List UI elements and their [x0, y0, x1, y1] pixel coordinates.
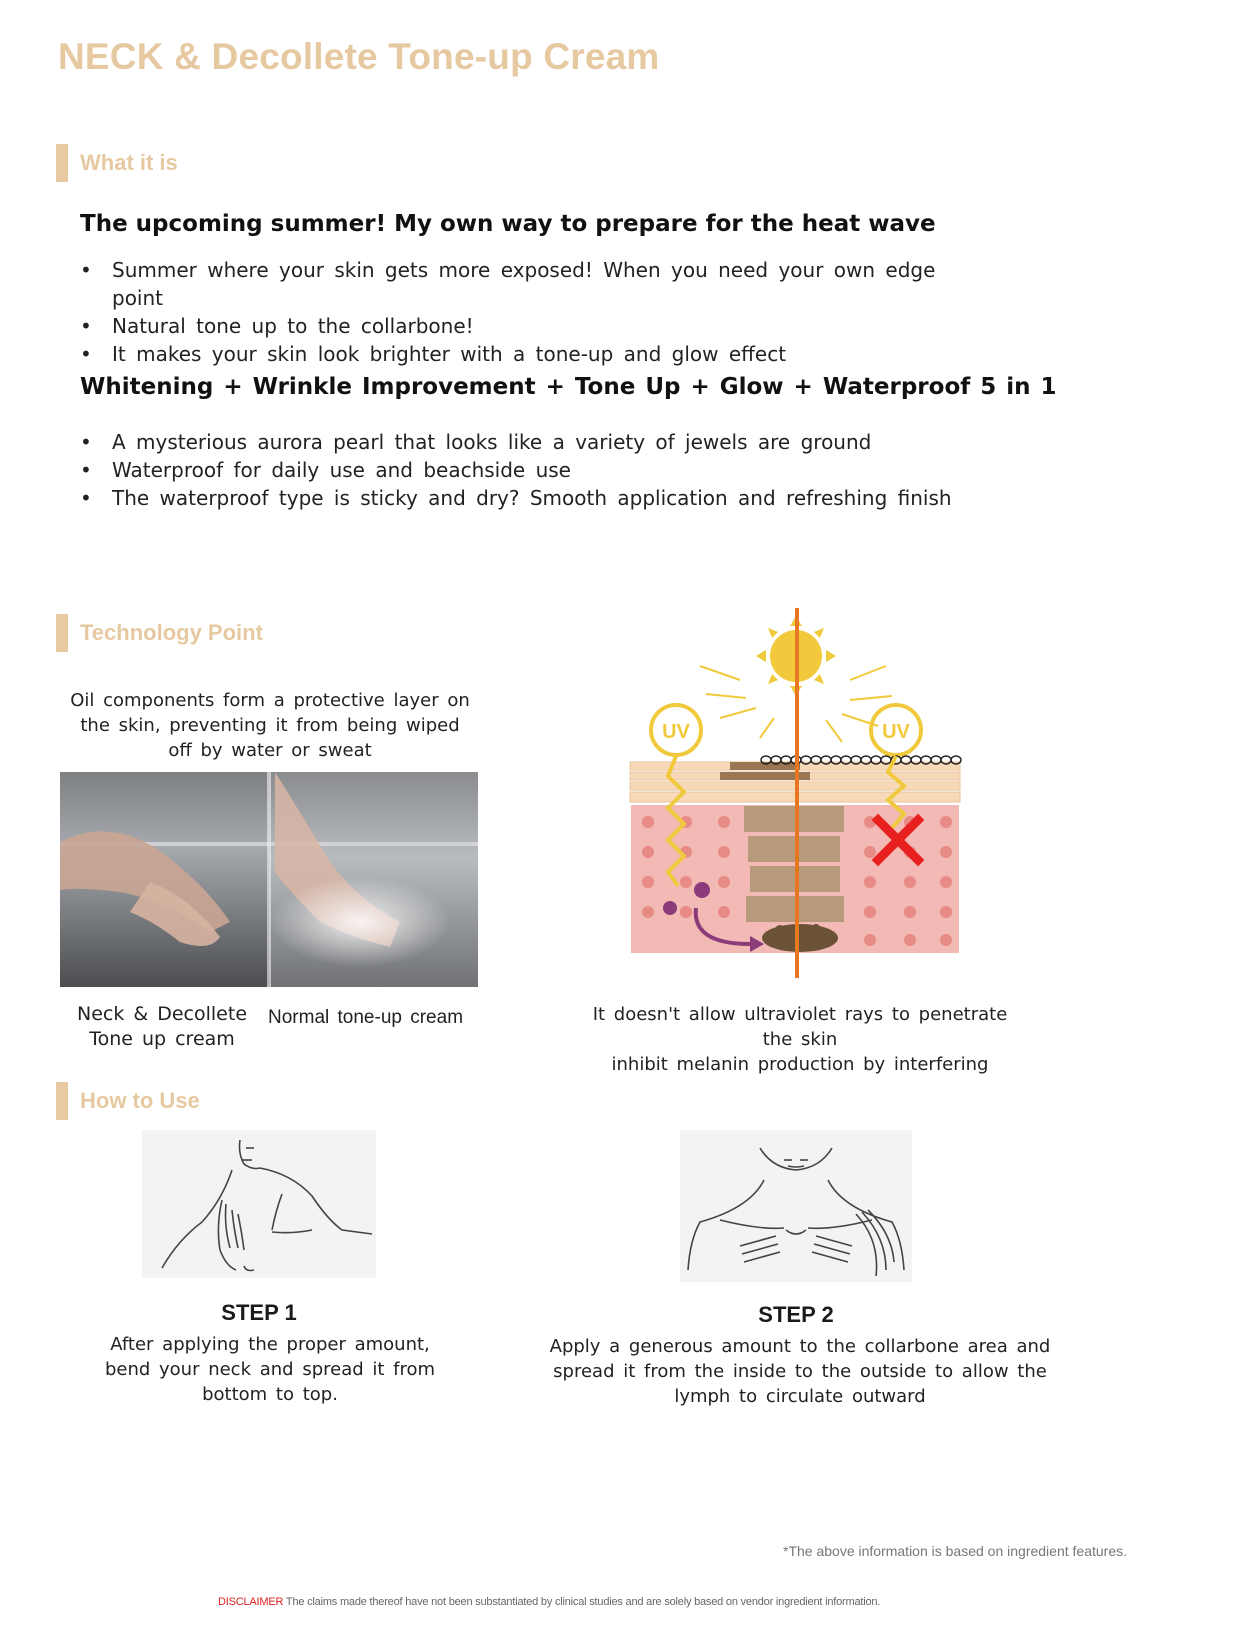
step1-title: STEP 1 — [221, 1300, 297, 1325]
photo-label-left — [72, 1002, 252, 1052]
uv-badge-right-icon — [871, 705, 921, 755]
technology-left-caption: Oil components form a protective layer on the skin, preventing it from being wiped off by water or sweat — [70, 690, 470, 761]
bullet-list-summer — [80, 256, 980, 368]
uv-skin-diagram — [620, 608, 980, 978]
section-title: How to Use — [80, 1088, 200, 1113]
list-item: • Waterproof for daily use and beachside use — [80, 456, 1080, 484]
footnote: *The above information is based on ingredient features. — [783, 1543, 1127, 1559]
list-item: • Summer where your skin gets more exposed! When you need your own edge point — [80, 256, 980, 312]
disclaimer-label: DISCLAIMER — [218, 1596, 284, 1608]
section-accent-bar — [56, 144, 68, 182]
list-item: • The waterproof type is sticky and dry? Smooth application and refreshing finish — [80, 484, 1080, 512]
step2-text: Apply a generous amount to the collarbone area and spread it from the inside to the outside to allow the lymph to circulate outward — [549, 1336, 1051, 1407]
list-item: • Natural tone up to the collarbone! — [80, 312, 980, 340]
step2-title: STEP 2 — [758, 1302, 834, 1327]
list-item: • It makes your skin look brighter with a tone-up and glow effect — [80, 340, 980, 368]
technology-right-caption — [580, 1002, 1020, 1077]
photo-label-right: Normal tone-up cream — [268, 1007, 464, 1028]
step1-text: After applying the proper amount, bend your neck and spread it from bottom to top. — [104, 1334, 436, 1405]
uv-badge-left-icon — [651, 705, 701, 755]
section-header-how-to-use — [56, 1082, 200, 1120]
headline-5in1: Whitening + Wrinkle Improvement + Tone Up + Glow + Waterproof 5 in 1 — [80, 374, 1057, 400]
photo-label-left-line1: Neck & Decollete — [76, 1003, 248, 1025]
section-header-what-it-is — [56, 144, 178, 182]
section-title: Technology Point — [80, 620, 263, 645]
step1-illustration — [142, 1130, 376, 1278]
svg-text:UV: UV — [662, 721, 690, 743]
section-title: What it is — [80, 150, 178, 175]
step2-illustration — [680, 1130, 912, 1282]
section-accent-bar — [56, 1082, 68, 1120]
disclaimer — [218, 1596, 880, 1608]
list-item: • A mysterious aurora pearl that looks like a variety of jewels are ground — [80, 428, 1080, 456]
right-caption-line1: It doesn't allow ultraviolet rays to penetrate the skin — [592, 1004, 1008, 1050]
right-caption-line2: inhibit melanin production by interfering — [611, 1054, 989, 1075]
page-title: NECK & Decollete Tone-up Cream — [58, 36, 660, 77]
headline-summer: The upcoming summer! My own way to prepare for the heat wave — [80, 211, 936, 237]
section-accent-bar — [56, 614, 68, 652]
bullet-list-features — [80, 428, 1080, 512]
svg-text:UV: UV — [882, 721, 910, 743]
photo-label-left-line2: Tone up cream — [89, 1028, 235, 1050]
water-test-photo — [60, 772, 478, 987]
section-header-technology — [56, 614, 263, 652]
disclaimer-text: The claims made thereof have not been substantiated by clinical studies and are solely based on vendor ingredient information. — [285, 1596, 881, 1608]
